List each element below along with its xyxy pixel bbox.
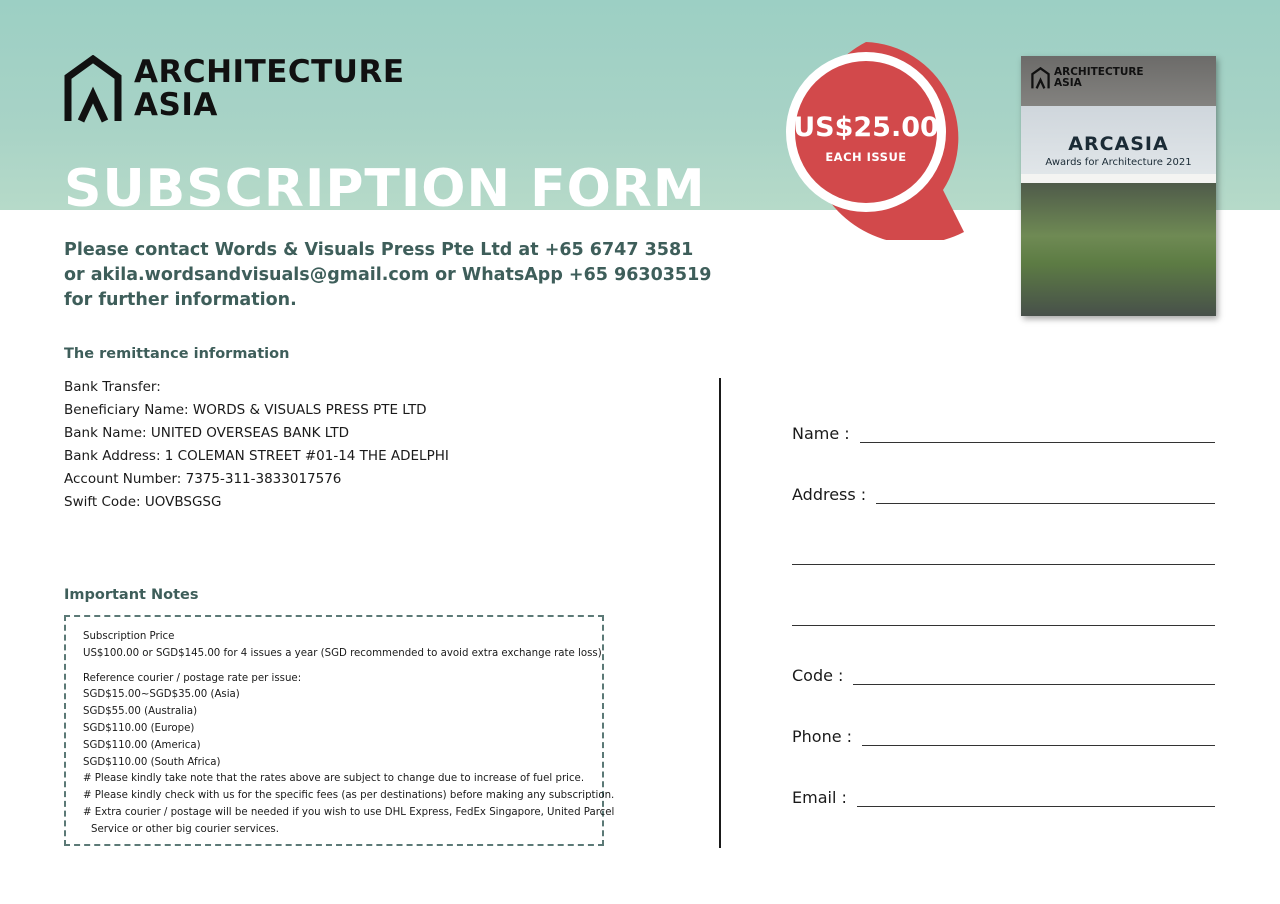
notes-heading: Important Notes [64, 587, 199, 603]
email-label: Email : [792, 788, 847, 807]
notes-note-1: # Please kindly take note that the rates above are subject to change due to increase of fuel price. [83, 773, 585, 785]
remittance-line: Bank Address: 1 COLEMAN STREET #01-14 THE ADELPHI [64, 448, 449, 464]
cover-subtitle: Awards for Architecture 2021 [1045, 157, 1192, 168]
cover-logo-text [1054, 67, 1144, 89]
remittance-line: Bank Name: UNITED OVERSEAS BANK LTD [64, 425, 350, 441]
contact-line-3: for further information. [64, 290, 297, 310]
badge-caption: EACH ISSUE [825, 150, 907, 164]
address-label: Address : [792, 485, 867, 504]
page-title: SUBSCRIPTION FORM [64, 159, 706, 210]
logo-line-1: ARCHITECTURE [134, 54, 405, 90]
email-field[interactable] [792, 789, 1215, 807]
remittance-line: Beneficiary Name: WORDS & VISUALS PRESS PTE LTD [64, 402, 427, 418]
address-line-2[interactable] [792, 564, 1215, 565]
column-divider [719, 378, 721, 848]
notes-rate: SGD$110.00 (Europe) [83, 722, 195, 734]
name-input-line[interactable] [860, 442, 1215, 443]
cover-building-band [1021, 174, 1216, 183]
brand-logo [64, 55, 405, 123]
notes-note-3-cont: Service or other big courier services. [91, 823, 279, 835]
phone-input-line[interactable] [862, 745, 1215, 746]
notes-rate: SGD$15.00~SGD$35.00 (Asia) [83, 689, 240, 701]
notes-note-3: # Extra courier / postage will be needed if you wish to use DHL Express, FedEx Singapore, United Parcel [83, 806, 615, 818]
contact-line-2: or akila.wordsandvisuals@gmail.com or WhatsApp +65 96303519 [64, 265, 712, 285]
notes-box [64, 615, 615, 846]
address-line-3[interactable] [792, 625, 1215, 626]
remittance-line: Bank Transfer: [64, 379, 161, 395]
cover-house-logo-icon [1031, 67, 1050, 89]
code-label: Code : [792, 666, 844, 685]
price-badge-text [784, 112, 948, 164]
email-input-line[interactable] [857, 806, 1215, 807]
magazine-cover [1021, 56, 1216, 316]
contact-info [64, 238, 712, 313]
name-label: Name : [792, 424, 850, 443]
notes-price-heading: Subscription Price [83, 631, 175, 642]
address-input-line[interactable] [876, 503, 1215, 504]
cover-logo-line-1: ARCHITECTURE [1054, 66, 1144, 78]
notes-note-2: # Please kindly check with us for the specific fees (as per destinations) before making any subscription. [83, 790, 615, 802]
cover-logo [1031, 67, 1144, 89]
cover-image-garden [1021, 183, 1216, 316]
contact-line-1: Please contact Words & Visuals Press Pte Ltd at +65 6747 3581 [64, 240, 694, 260]
badge-price: US$25.00 [793, 112, 939, 143]
cover-title: ARCASIA [1068, 133, 1169, 155]
notes-rate: SGD$55.00 (Australia) [83, 706, 198, 718]
remittance-line: Swift Code: UOVBSGSG [64, 494, 222, 510]
cover-logo-line-2: ASIA [1054, 77, 1082, 89]
notes-rate: SGD$110.00 (America) [83, 739, 201, 751]
code-field[interactable] [792, 667, 1215, 685]
remittance-info [64, 376, 449, 514]
brand-logo-text [134, 56, 405, 122]
house-logo-icon [64, 55, 122, 123]
notes-courier-heading: Reference courier / postage rate per issue: [83, 672, 302, 684]
phone-field[interactable] [792, 728, 1215, 746]
logo-line-2: ASIA [134, 87, 218, 123]
phone-label: Phone : [792, 727, 853, 746]
notes-price-line: US$100.00 or SGD$145.00 for 4 issues a year (SGD recommended to avoid extra exchange rate loss) [83, 647, 602, 659]
code-input-line[interactable] [853, 684, 1215, 685]
remittance-heading: The remittance information [64, 346, 290, 362]
address-field[interactable] [792, 486, 1215, 504]
notes-rate: SGD$110.00 (South Africa) [83, 756, 221, 768]
remittance-line: Account Number: 7375-311-3833017576 [64, 471, 342, 487]
name-field[interactable] [792, 425, 1215, 443]
